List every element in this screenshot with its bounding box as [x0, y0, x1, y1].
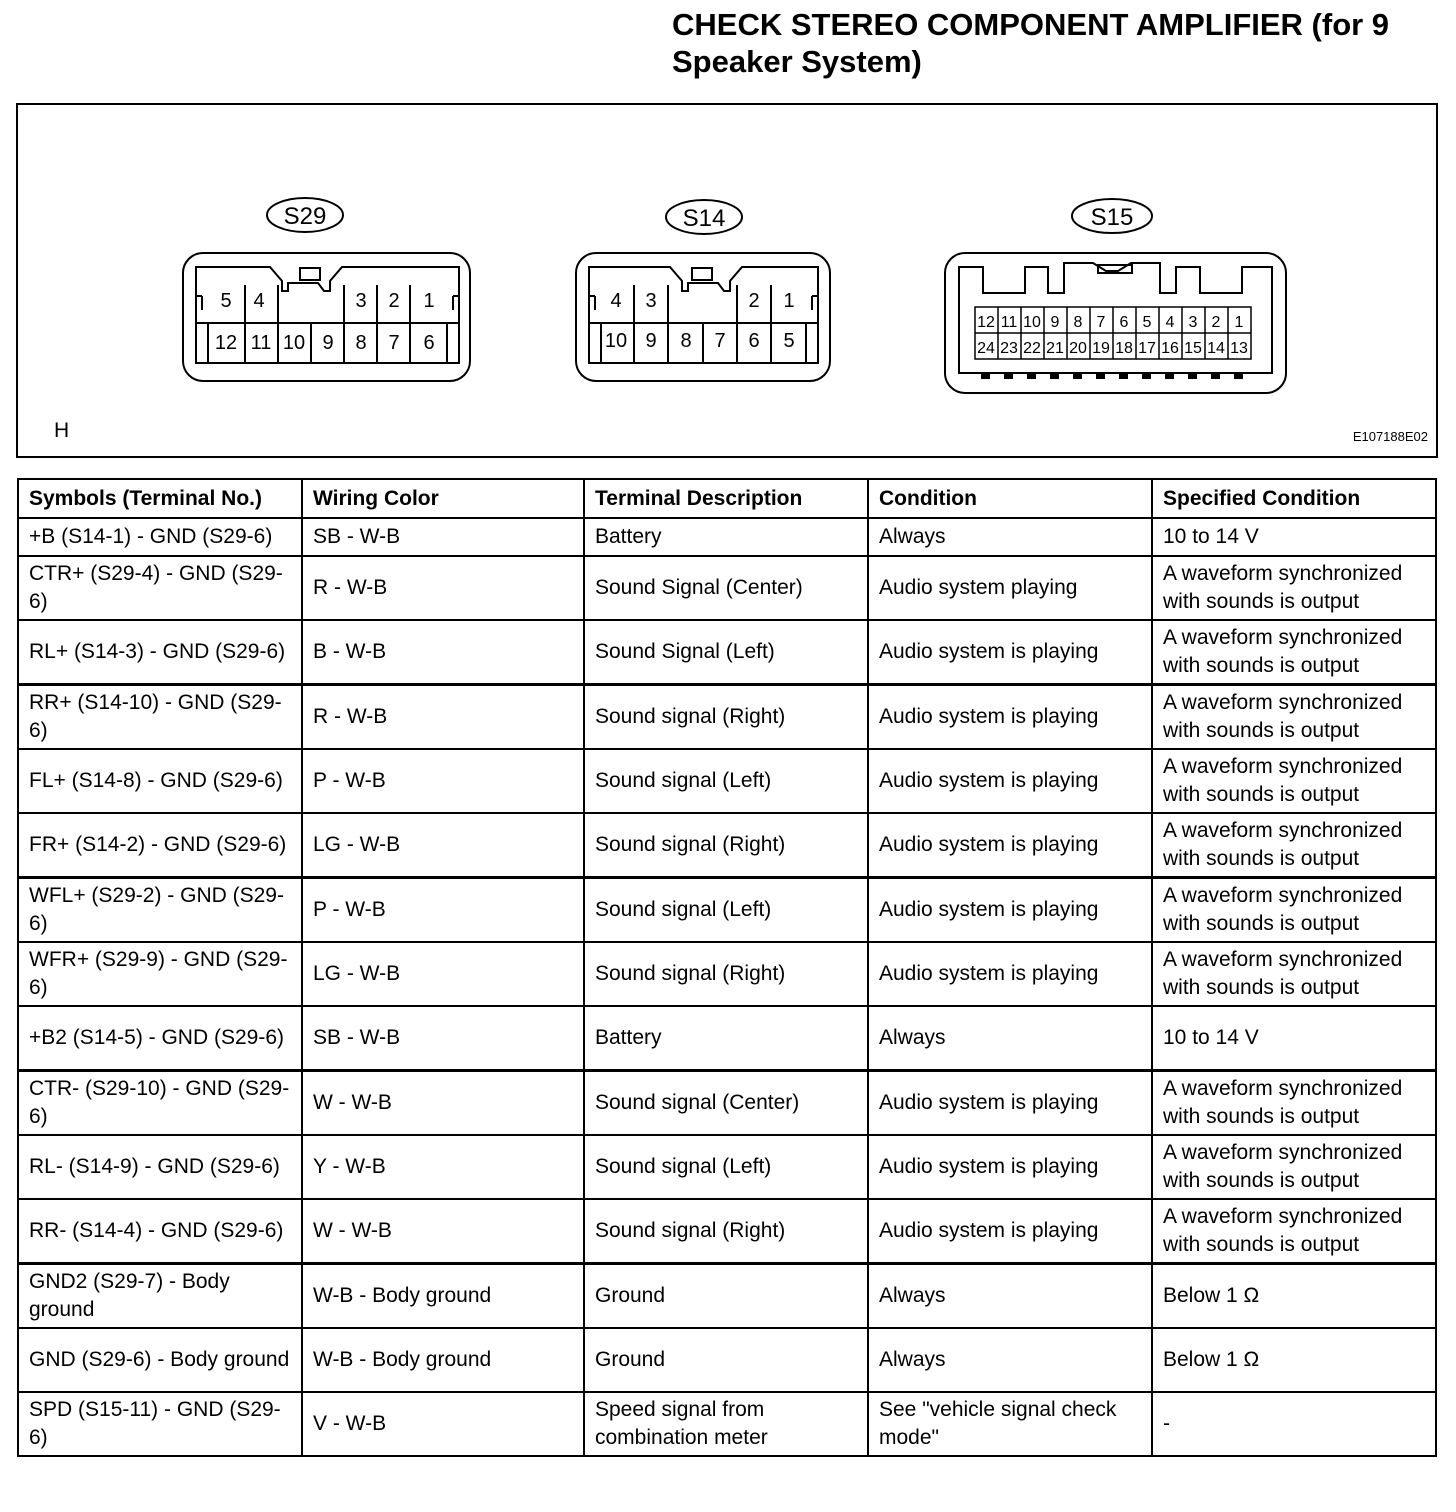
- pin-label: 8: [1073, 314, 1083, 331]
- pin-label: 9: [1050, 314, 1060, 331]
- connector-diagram: [18, 105, 1436, 456]
- pin-label: 11: [1000, 314, 1018, 331]
- cell-wiring-color: W - W-B: [302, 1199, 584, 1264]
- pin-label: 2: [388, 290, 400, 312]
- cell-condition: See "vehicle signal check mode": [868, 1392, 1152, 1456]
- cell-symbols: RR- (S14-4) - GND (S29-6): [18, 1199, 302, 1264]
- cell-symbols: FR+ (S14-2) - GND (S29-6): [18, 813, 302, 878]
- pin-label: 14: [1207, 340, 1225, 357]
- cell-condition: Audio system is playing: [868, 685, 1152, 750]
- connector-label: S14: [682, 205, 726, 232]
- cell-condition: Always: [868, 518, 1152, 556]
- pin-label: 5: [783, 330, 795, 352]
- cell-condition: Audio system is playing: [868, 878, 1152, 943]
- cell-description: Sound signal (Right): [584, 813, 868, 878]
- cell-description: Sound signal (Left): [584, 878, 868, 943]
- pin-label: 19: [1092, 340, 1110, 357]
- pin-label: 21: [1046, 340, 1064, 357]
- pin-label: 3: [645, 290, 657, 312]
- cell-specified: A waveform synchronized with sounds is output: [1152, 685, 1436, 750]
- pin-label: 7: [1096, 314, 1106, 331]
- cell-wiring-color: LG - W-B: [302, 942, 584, 1006]
- cell-symbols: RR+ (S14-10) - GND (S29-6): [18, 685, 302, 750]
- header-condition: Condition: [868, 479, 1152, 518]
- cell-symbols: WFR+ (S29-9) - GND (S29-6): [18, 942, 302, 1006]
- cell-specified: A waveform synchronized with sounds is output: [1152, 749, 1436, 813]
- cell-wiring-color: LG - W-B: [302, 813, 584, 878]
- cell-description: Sound Signal (Center): [584, 556, 868, 620]
- cell-specified: -: [1152, 1392, 1436, 1456]
- connector-s14: [576, 200, 830, 381]
- header-wiring-color: Wiring Color: [302, 479, 584, 518]
- cell-description: Sound Signal (Left): [584, 620, 868, 685]
- cell-symbols: FL+ (S14-8) - GND (S29-6): [18, 749, 302, 813]
- table-row: [18, 556, 1436, 620]
- pin-label: 23: [1000, 340, 1018, 357]
- cell-condition: Audio system is playing: [868, 813, 1152, 878]
- pin-label: 17: [1138, 340, 1156, 357]
- pin-label: 10: [604, 330, 628, 352]
- pin-label: 13: [1230, 340, 1248, 357]
- table-row: [18, 878, 1436, 943]
- pin-label: 7: [388, 332, 400, 354]
- pin-label: 1: [423, 290, 435, 312]
- page-title: CHECK STEREO COMPONENT AMPLIFIER (for 9 Speaker System): [672, 7, 1390, 79]
- cell-symbols: +B2 (S14-5) - GND (S29-6): [18, 1006, 302, 1071]
- cell-condition: Always: [868, 1328, 1152, 1392]
- table-row: [18, 749, 1436, 813]
- pin-label: 8: [680, 330, 692, 352]
- cell-symbols: +B (S14-1) - GND (S29-6): [18, 518, 302, 556]
- cell-description: Sound signal (Left): [584, 1135, 868, 1199]
- pin-label: 4: [253, 290, 265, 312]
- pin-label: 24: [977, 340, 995, 357]
- pin-label: 2: [1211, 314, 1221, 331]
- cell-condition: Always: [868, 1006, 1152, 1071]
- pin-label: 10: [282, 332, 306, 354]
- table-row: [18, 685, 1436, 750]
- pin-label: 9: [322, 332, 334, 354]
- figure-letter: H: [54, 419, 70, 442]
- pin-label: 1: [783, 290, 795, 312]
- pin-label: 16: [1161, 340, 1179, 357]
- table-row: [18, 1264, 1436, 1329]
- cell-wiring-color: W-B - Body ground: [302, 1264, 584, 1329]
- cell-condition: Audio system is playing: [868, 1135, 1152, 1199]
- pin-label: 20: [1069, 340, 1087, 357]
- cell-description: Sound signal (Left): [584, 749, 868, 813]
- pin-label: 22: [1023, 340, 1041, 357]
- pin-label: 8: [355, 332, 367, 354]
- cell-description: Ground: [584, 1328, 868, 1392]
- pin-label: 1: [1234, 314, 1244, 331]
- cell-wiring-color: P - W-B: [302, 878, 584, 943]
- cell-description: Battery: [584, 518, 868, 556]
- pin-label: 4: [1165, 314, 1175, 331]
- cell-description: Speed signal from combination meter: [584, 1392, 868, 1456]
- pin-label: 6: [1119, 314, 1129, 331]
- cell-wiring-color: V - W-B: [302, 1392, 584, 1456]
- cell-wiring-color: Y - W-B: [302, 1135, 584, 1199]
- cell-specified: A waveform synchronized with sounds is output: [1152, 878, 1436, 943]
- pin-label: 5: [220, 290, 232, 312]
- cell-specified: Below 1 Ω: [1152, 1328, 1436, 1392]
- cell-specified: A waveform synchronized with sounds is output: [1152, 1199, 1436, 1264]
- pin-label: 6: [423, 332, 435, 354]
- connector-figure: [16, 103, 1438, 458]
- cell-condition: Audio system is playing: [868, 1071, 1152, 1136]
- cell-specified: A waveform synchronized with sounds is output: [1152, 813, 1436, 878]
- cell-description: Sound signal (Center): [584, 1071, 868, 1136]
- pin-label: 7: [714, 330, 726, 352]
- cell-specified: 10 to 14 V: [1152, 1006, 1436, 1071]
- header-terminal-description: Terminal Description: [584, 479, 868, 518]
- specification-table: [17, 478, 1437, 1457]
- cell-wiring-color: W - W-B: [302, 1071, 584, 1136]
- cell-specified: A waveform synchronized with sounds is output: [1152, 556, 1436, 620]
- table-row: [18, 620, 1436, 685]
- cell-description: Battery: [584, 1006, 868, 1071]
- cell-condition: Always: [868, 1264, 1152, 1329]
- cell-condition: Audio system is playing: [868, 1199, 1152, 1264]
- cell-wiring-color: W-B - Body ground: [302, 1328, 584, 1392]
- pin-label: 10: [1023, 314, 1041, 331]
- cell-description: Sound signal (Right): [584, 1199, 868, 1264]
- cell-wiring-color: P - W-B: [302, 749, 584, 813]
- table-row: [18, 813, 1436, 878]
- table-row: [18, 518, 1436, 556]
- figure-code: E107188E02: [1352, 429, 1428, 444]
- table-row: [18, 1135, 1436, 1199]
- table-row: [18, 942, 1436, 1006]
- cell-description: Sound signal (Right): [584, 942, 868, 1006]
- connector-label: S29: [283, 203, 327, 230]
- cell-specified: 10 to 14 V: [1152, 518, 1436, 556]
- table-header-row: [18, 479, 1436, 518]
- cell-description: Sound signal (Right): [584, 685, 868, 750]
- cell-wiring-color: R - W-B: [302, 556, 584, 620]
- cell-wiring-color: SB - W-B: [302, 518, 584, 556]
- pin-label: 15: [1184, 340, 1202, 357]
- header-specified-condition: Specified Condition: [1152, 479, 1436, 518]
- cell-condition: Audio system is playing: [868, 942, 1152, 1006]
- table-row: [18, 1071, 1436, 1136]
- cell-specified: A waveform synchronized with sounds is output: [1152, 620, 1436, 685]
- cell-condition: Audio system is playing: [868, 620, 1152, 685]
- pin-label: 12: [214, 332, 238, 354]
- table-row: [18, 1006, 1436, 1071]
- pin-label: 4: [610, 290, 622, 312]
- table-row: [18, 1328, 1436, 1392]
- table-row: [18, 1392, 1436, 1456]
- cell-symbols: CTR+ (S29-4) - GND (S29-6): [18, 556, 302, 620]
- cell-condition: Audio system playing: [868, 556, 1152, 620]
- pin-label: 11: [250, 332, 272, 354]
- connector-s15: [945, 199, 1286, 393]
- table-row: [18, 1199, 1436, 1264]
- cell-description: Ground: [584, 1264, 868, 1329]
- pin-label: 12: [977, 314, 995, 331]
- pin-label: 3: [1188, 314, 1198, 331]
- cell-wiring-color: SB - W-B: [302, 1006, 584, 1071]
- header-symbols: Symbols (Terminal No.): [18, 479, 302, 518]
- cell-specified: A waveform synchronized with sounds is output: [1152, 942, 1436, 1006]
- connector-label: S15: [1090, 204, 1134, 231]
- cell-specified: Below 1 Ω: [1152, 1264, 1436, 1329]
- pin-label: 3: [355, 290, 367, 312]
- cell-symbols: CTR- (S29-10) - GND (S29-6): [18, 1071, 302, 1136]
- cell-condition: Audio system is playing: [868, 749, 1152, 813]
- pin-label: 5: [1142, 314, 1152, 331]
- pin-label: 18: [1115, 340, 1133, 357]
- cell-symbols: GND (S29-6) - Body ground: [18, 1328, 302, 1392]
- pin-label: 6: [748, 330, 760, 352]
- cell-symbols: RL- (S14-9) - GND (S29-6): [18, 1135, 302, 1199]
- cell-wiring-color: R - W-B: [302, 685, 584, 750]
- cell-specified: A waveform synchronized with sounds is output: [1152, 1135, 1436, 1199]
- pin-label: 9: [645, 330, 657, 352]
- pin-label: 2: [748, 290, 760, 312]
- cell-symbols: WFL+ (S29-2) - GND (S29-6): [18, 878, 302, 943]
- cell-specified: A waveform synchronized with sounds is output: [1152, 1071, 1436, 1136]
- cell-wiring-color: B - W-B: [302, 620, 584, 685]
- cell-symbols: SPD (S15-11) - GND (S29-6): [18, 1392, 302, 1456]
- connector-s29: [183, 198, 470, 381]
- cell-symbols: GND2 (S29-7) - Body ground: [18, 1264, 302, 1329]
- cell-symbols: RL+ (S14-3) - GND (S29-6): [18, 620, 302, 685]
